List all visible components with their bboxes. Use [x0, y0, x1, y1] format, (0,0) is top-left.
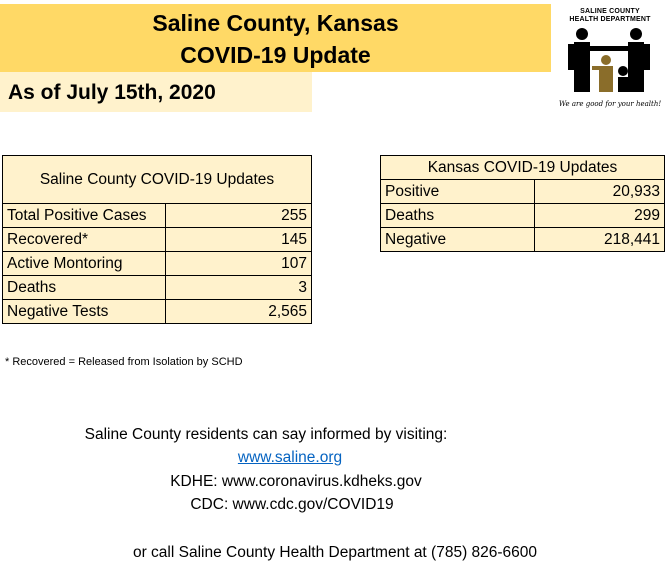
table-row — [3, 276, 312, 300]
health-department-logo — [558, 6, 662, 110]
row-value: 299 — [535, 204, 665, 228]
info-intro: Saline County residents can say informed by visiting: — [84, 426, 448, 443]
row-value: 107 — [165, 252, 311, 276]
row-label: Total Positive Cases — [3, 204, 166, 228]
table-row — [381, 180, 665, 204]
table-row — [381, 204, 665, 228]
table-row — [3, 252, 312, 276]
saline-table-header: Saline County COVID-19 Updates — [3, 156, 312, 204]
info-cdc: CDC: www.cdc.gov/COVID19 — [190, 496, 394, 513]
row-value: 20,933 — [535, 180, 665, 204]
table-row — [3, 204, 312, 228]
title-banner — [0, 4, 551, 72]
row-value: 3 — [165, 276, 311, 300]
row-label: Active Montoring — [3, 252, 166, 276]
row-label: Positive — [381, 180, 535, 204]
table-row — [3, 300, 312, 324]
logo-name-line2: HEALTH DEPARTMENT — [569, 16, 651, 23]
row-value: 2,565 — [165, 300, 311, 324]
row-value: 218,441 — [535, 228, 665, 252]
row-value: 255 — [165, 204, 311, 228]
row-label: Deaths — [3, 276, 166, 300]
page-title: Saline County, Kansas — [152, 10, 399, 36]
info-kdhe: KDHE: www.coronavirus.kdheks.gov — [170, 473, 422, 490]
logo-title — [558, 8, 662, 24]
as-of-banner — [0, 72, 312, 112]
saline-website-link[interactable]: www.saline.org — [237, 449, 343, 466]
family-icon — [562, 26, 658, 98]
logo-name-line1: SALINE COUNTY — [580, 8, 640, 15]
page-subtitle: COVID-19 Update — [180, 42, 371, 68]
as-of-date: As of July 15th, 2020 — [8, 81, 216, 104]
info-link-line — [10, 448, 570, 468]
recovered-footnote: * Recovered = Released from Isolation by SCHD — [5, 356, 243, 368]
row-label: Negative Tests — [3, 300, 166, 324]
row-label: Deaths — [381, 204, 535, 228]
kansas-table — [380, 155, 665, 252]
row-label: Negative — [381, 228, 535, 252]
logo-tagline: We are good for your health! — [558, 100, 662, 108]
saline-county-table — [2, 155, 312, 324]
table-row — [3, 228, 312, 252]
info-call: or call Saline County Health Department at (785) 826-6600 — [132, 544, 538, 561]
table-row — [381, 228, 665, 252]
kansas-table-header: Kansas COVID-19 Updates — [381, 156, 665, 180]
row-value: 145 — [165, 228, 311, 252]
row-label: Recovered* — [3, 228, 166, 252]
